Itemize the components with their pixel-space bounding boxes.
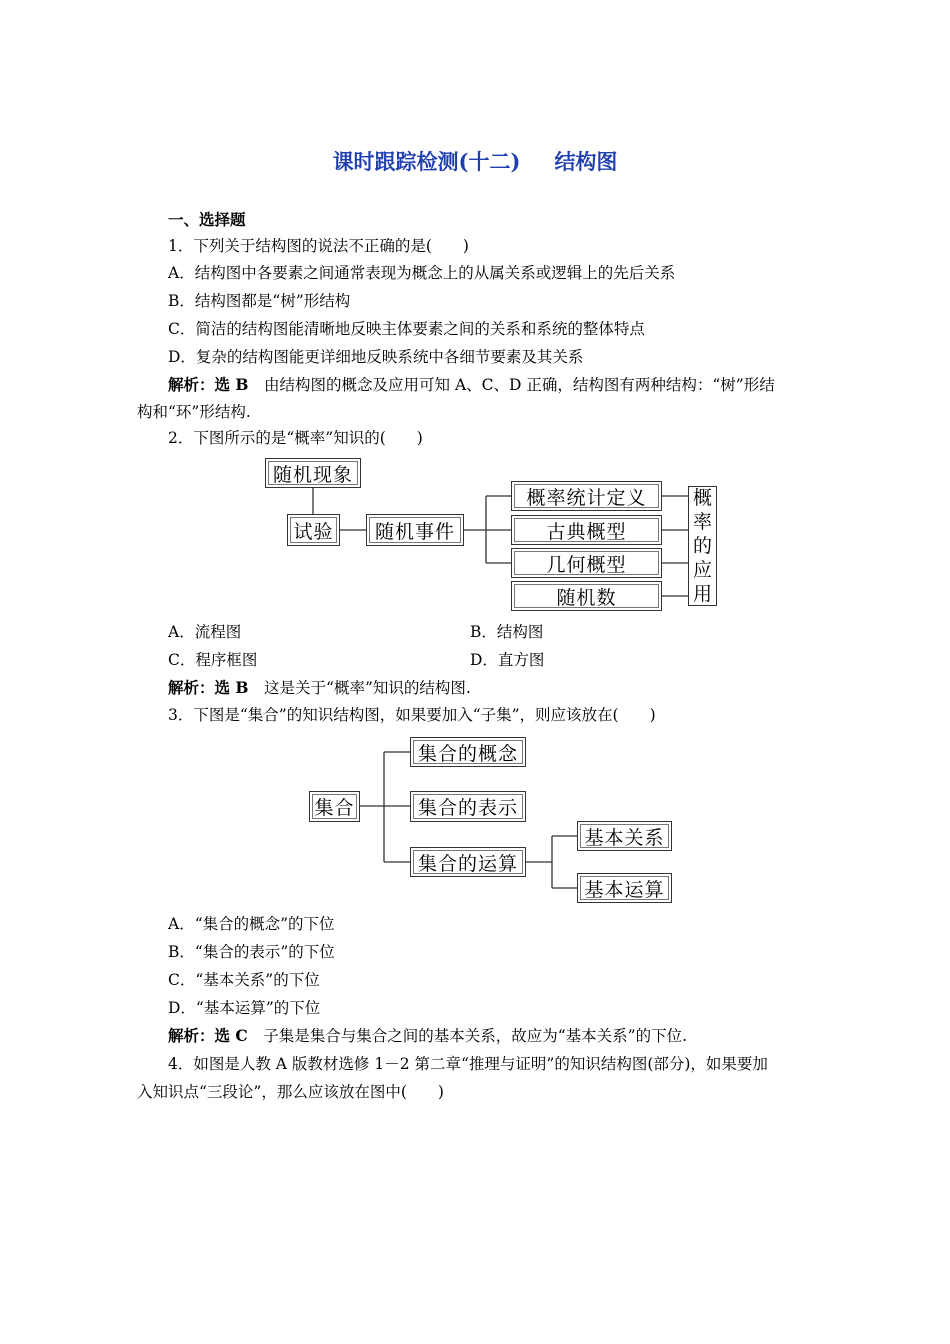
q2-analysis: 解析：选 B 这是关于“概率”知识的结构图. bbox=[168, 678, 471, 697]
random-phenomenon-box: 随机现象 bbox=[265, 458, 361, 488]
experiment-box: 试验 bbox=[287, 514, 340, 546]
q1-option-a: A．结构图中各要素之间通常表现为概念上的从属关系或逻辑上的先后关系 bbox=[168, 264, 676, 282]
q1-analysis: 解析：选 B 由结构图的概念及应用可知 A、C、D 正确，结构图有两种结构：“树”形结 bbox=[168, 375, 775, 394]
q3-option-d: D．“基本运算”的下位 bbox=[168, 999, 321, 1017]
section-heading: 一、选择题 bbox=[168, 210, 246, 229]
set-representation-box: 集合的表示 bbox=[410, 791, 526, 822]
q2-option-c: C．程序框图 bbox=[168, 651, 258, 669]
basic-relation-box: 基本关系 bbox=[577, 821, 672, 851]
q1-option-c: C．简洁的结构图能清晰地反映主体要素之间的关系和系统的整体特点 bbox=[168, 320, 645, 338]
q1-option-b: B．结构图都是“树”形结构 bbox=[168, 292, 351, 310]
set-concept-box: 集合的概念 bbox=[410, 737, 526, 767]
q2-option-a: A．流程图 bbox=[168, 623, 242, 641]
q3-option-b: B．“集合的表示”的下位 bbox=[168, 943, 335, 961]
q4-stem-cont: 入知识点“三段论”，那么应该放在图中( ) bbox=[137, 1083, 444, 1101]
q3-option-a: A．“集合的概念”的下位 bbox=[168, 915, 335, 933]
prob-stat-definition-box: 概率统计定义 bbox=[511, 481, 662, 511]
q3-analysis: 解析：选 C 子集是集合与集合之间的基本关系，故应为“基本关系”的下位. bbox=[168, 1026, 688, 1045]
random-number-box: 随机数 bbox=[511, 581, 662, 611]
q1-option-d: D．复杂的结构图能更详细地反映系统中各细节要素及其关系 bbox=[168, 348, 584, 366]
q1-analysis-cont: 构和“环”形结构. bbox=[137, 403, 251, 421]
q3-stem: 3．下图是“集合”的知识结构图，如果要加入“子集”，则应该放在( ) bbox=[168, 706, 656, 724]
set-root-box: 集合 bbox=[309, 791, 360, 822]
q2-option-b: B．结构图 bbox=[470, 623, 544, 641]
page-title: 课时跟踪检测(十二) 结构图 bbox=[332, 149, 618, 174]
geometric-model-box: 几何概型 bbox=[511, 548, 662, 578]
classical-model-box: 古典概型 bbox=[511, 515, 662, 545]
q4-stem: 4．如图是人教 A 版教材选修 1－2 第二章“推理与证明”的知识结构图(部分)，如果要加 bbox=[168, 1055, 768, 1073]
random-event-box: 随机事件 bbox=[366, 514, 464, 546]
probability-application-box: 概 率 的 应 用 bbox=[688, 486, 717, 606]
q2-stem: 2．下图所示的是“概率”知识的( ) bbox=[168, 429, 423, 447]
q1-stem: 1．下列关于结构图的说法不正确的是( ) bbox=[168, 237, 469, 255]
q3-option-c: C．“基本关系”的下位 bbox=[168, 971, 320, 989]
basic-operation-box: 基本运算 bbox=[577, 873, 672, 903]
q2-option-d: D．直方图 bbox=[470, 651, 545, 669]
set-operation-box: 集合的运算 bbox=[410, 847, 526, 877]
